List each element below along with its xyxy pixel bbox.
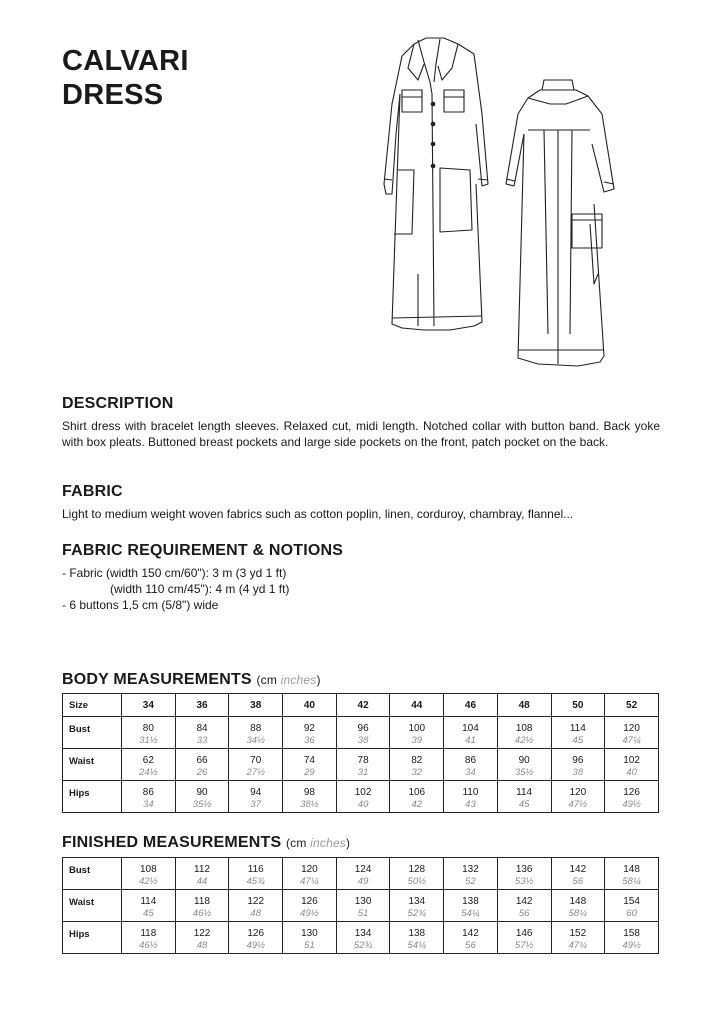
value-inches: 38 [357, 735, 369, 746]
measurement-cell [390, 749, 444, 781]
value-inches: 34 [465, 767, 476, 778]
value-inches: 45 [572, 735, 584, 746]
row-label: Waist [69, 897, 94, 908]
body-measurements-heading [62, 670, 321, 690]
value-cm: 88 [250, 723, 262, 734]
value-inches: 42½ [139, 876, 158, 887]
measurement-cell [497, 749, 551, 781]
value-inches: 42½ [514, 735, 534, 746]
measurement-cell [122, 890, 176, 922]
measurement-cell [551, 858, 605, 890]
value-cm: 158 [623, 928, 640, 939]
value-cm: 104 [462, 723, 479, 734]
measurement-cell [122, 749, 176, 781]
value-inches: 58¼ [622, 876, 641, 887]
value-cm: 86 [142, 787, 154, 798]
size-header-label: Size [63, 694, 122, 717]
body-measurements-table [62, 693, 659, 813]
value-cm: 118 [194, 896, 210, 907]
measurement-cell [283, 890, 337, 922]
value-inches: 46½ [139, 940, 158, 951]
measurement-cell [444, 858, 498, 890]
value-cm: 134 [408, 896, 426, 907]
pattern-title [62, 44, 189, 112]
value-cm: 108 [515, 723, 533, 734]
row-label: Bust [69, 724, 91, 735]
finished-measurements-heading [62, 833, 350, 853]
value-cm: 116 [247, 864, 264, 875]
measurement-cell [497, 922, 551, 954]
value-cm: 90 [518, 755, 530, 766]
value-cm: 120 [301, 864, 318, 875]
measurement-cell [444, 922, 498, 954]
value-cm: 134 [354, 928, 372, 939]
measurement-cell [122, 781, 176, 813]
value-cm: 142 [569, 864, 587, 875]
value-cm: 66 [196, 755, 208, 766]
measurement-cell [283, 781, 337, 813]
value-inches: 50½ [407, 876, 427, 887]
value-cm: 74 [303, 755, 315, 766]
table-row [63, 717, 659, 749]
value-cm: 102 [354, 787, 372, 798]
value-cm: 78 [357, 755, 369, 766]
value-cm: 108 [140, 864, 157, 875]
measurement-cell [390, 858, 444, 890]
value-inches: 45¾ [246, 876, 265, 887]
row-label-cell [63, 922, 122, 954]
size-cell: 36 [175, 694, 229, 717]
value-inches: 49 [357, 876, 369, 887]
measurement-cell [444, 749, 498, 781]
value-inches: 48 [250, 908, 261, 919]
value-inches: 47¼ [568, 940, 588, 951]
value-inches: 32 [411, 767, 423, 778]
size-cell: 46 [444, 694, 498, 717]
value-cm: 128 [408, 864, 426, 875]
measurement-cell [175, 781, 229, 813]
row-label: Bust [69, 865, 91, 876]
measurement-cell [122, 922, 176, 954]
measurement-cell [497, 890, 551, 922]
fabric-text: Light to medium weight woven fabrics such as cotton poplin, linen, corduroy, chambray, flannel... [62, 507, 574, 521]
value-cm: 118 [140, 928, 157, 939]
value-cm: 126 [301, 896, 318, 907]
value-cm: 90 [196, 787, 208, 798]
measurement-cell [175, 858, 229, 890]
finished-measurements-table [62, 857, 659, 954]
measurement-cell [605, 858, 659, 890]
value-inches: 56 [572, 876, 584, 887]
value-cm: 86 [464, 755, 477, 766]
value-inches: 52¾ [407, 908, 427, 919]
value-cm: 102 [623, 755, 640, 766]
requirement-fabric-150: - Fabric (width 150 cm/60"): 3 m (3 yd 1 ft) [62, 566, 287, 580]
measurement-cell [605, 717, 659, 749]
body-unit-close: ) [316, 673, 321, 687]
measurement-cell [605, 890, 659, 922]
measurement-cell [551, 890, 605, 922]
measurement-cell [390, 890, 444, 922]
value-inches: 31 [357, 767, 369, 778]
value-cm: 96 [572, 755, 584, 766]
description-heading: DESCRIPTION [62, 395, 174, 412]
value-cm: 120 [623, 723, 640, 734]
value-inches: 29 [304, 767, 315, 778]
value-inches: 58¼ [568, 908, 588, 919]
size-cell: 44 [390, 694, 444, 717]
value-inches: 60 [626, 908, 637, 919]
size-cell: 52 [605, 694, 659, 717]
measurement-cell [283, 922, 337, 954]
measurement-cell [122, 717, 176, 749]
value-cm: 142 [462, 928, 479, 939]
value-inches: 35½ [192, 799, 212, 810]
value-cm: 70 [250, 755, 262, 766]
measurement-cell [175, 922, 229, 954]
table-row [63, 781, 659, 813]
value-inches: 39 [411, 735, 423, 746]
measurement-cell [605, 749, 659, 781]
measurement-cell [283, 858, 337, 890]
requirements-heading: FABRIC REQUIREMENT & NOTIONS [62, 542, 344, 559]
body-unit-cm: (cm [256, 673, 278, 687]
finished-measurements-title: FINISHED MEASUREMENTS [62, 834, 282, 851]
row-label: Hips [69, 788, 90, 799]
measurement-cell [336, 922, 390, 954]
value-inches: 31½ [139, 735, 158, 746]
measurement-cell [605, 922, 659, 954]
value-inches: 34½ [246, 735, 265, 746]
value-cm: 130 [301, 928, 318, 939]
finished-unit-cm: (cm [285, 836, 307, 850]
size-cell: 34 [122, 694, 176, 717]
value-inches: 53½ [514, 876, 534, 887]
fabric-section [62, 482, 660, 522]
value-cm: 138 [462, 896, 479, 907]
table-row [63, 922, 659, 954]
finished-unit-inches: inches [310, 836, 347, 850]
measurement-cell [551, 781, 605, 813]
value-cm: 120 [569, 787, 587, 798]
measurement-cell [336, 749, 390, 781]
size-cell: 48 [497, 694, 551, 717]
requirement-buttons: - 6 buttons 1,5 cm (5/8") wide [62, 598, 219, 612]
value-inches: 49½ [622, 940, 641, 951]
value-inches: 36 [304, 735, 315, 746]
description-section [62, 394, 660, 450]
body-unit-label [256, 673, 320, 687]
value-cm: 132 [462, 864, 479, 875]
finished-unit-label [286, 836, 350, 850]
back-view-drawing [506, 80, 614, 366]
measurement-cell [229, 749, 283, 781]
measurement-cell [336, 717, 390, 749]
row-label-cell [63, 858, 122, 890]
measurement-cell [551, 717, 605, 749]
value-cm: 106 [408, 787, 426, 798]
table-row [63, 858, 659, 890]
value-inches: 41 [465, 735, 476, 746]
value-inches: 40 [626, 767, 637, 778]
finished-unit-close: ) [346, 836, 351, 850]
size-header-row [63, 694, 659, 717]
value-inches: 57½ [514, 940, 534, 951]
description-text: Shirt dress with bracelet length sleeves. Relaxed cut, midi length. Notched collar with button band. Back yoke with box pleats. Buttoned breast pockets and large side pockets on the front, patch pocket on the back. [62, 419, 660, 449]
value-cm: 84 [196, 723, 208, 734]
requirement-fabric-110: (width 110 cm/45"): 4 m (4 yd 1 ft) [110, 582, 290, 596]
measurement-cell [229, 890, 283, 922]
value-inches: 56 [518, 908, 530, 919]
title-line-2: DRESS [62, 79, 164, 111]
value-cm: 114 [516, 787, 533, 798]
size-cell: 50 [551, 694, 605, 717]
value-inches: 37 [250, 799, 261, 810]
measurement-cell [390, 922, 444, 954]
measurement-cell [551, 749, 605, 781]
row-label: Waist [69, 756, 94, 767]
value-cm: 152 [569, 928, 587, 939]
value-cm: 114 [569, 723, 586, 734]
value-inches: 38½ [300, 799, 319, 810]
measurement-cell [497, 781, 551, 813]
measurement-cell [229, 858, 283, 890]
value-inches: 45 [518, 799, 530, 810]
requirements-section [62, 541, 660, 613]
measurement-cell [551, 922, 605, 954]
value-inches: 46½ [192, 908, 212, 919]
value-inches: 51 [357, 908, 369, 919]
measurement-cell [336, 890, 390, 922]
measurement-cell [336, 858, 390, 890]
row-label-cell [63, 781, 122, 813]
measurement-cell [122, 858, 176, 890]
value-cm: 126 [247, 928, 265, 939]
measurement-cell [497, 858, 551, 890]
value-cm: 114 [140, 896, 157, 907]
value-cm: 110 [462, 787, 479, 798]
value-inches: 52¾ [353, 940, 373, 951]
value-inches: 47½ [568, 799, 588, 810]
measurement-cell [497, 717, 551, 749]
value-cm: 126 [623, 787, 640, 798]
size-cell: 42 [336, 694, 390, 717]
value-cm: 130 [354, 896, 372, 907]
value-cm: 136 [515, 864, 533, 875]
value-inches: 47¼ [300, 876, 319, 887]
measurement-cell [390, 717, 444, 749]
value-cm: 96 [357, 723, 369, 734]
measurement-cell [444, 717, 498, 749]
body-measurements-title: BODY MEASUREMENTS [62, 671, 252, 688]
value-inches: 34 [143, 799, 154, 810]
measurement-cell [605, 781, 659, 813]
dress-technical-drawing [378, 34, 636, 370]
measurement-cell [444, 781, 498, 813]
table-row [63, 749, 659, 781]
measurement-cell [283, 749, 337, 781]
value-cm: 94 [250, 787, 262, 798]
value-inches: 45 [143, 908, 154, 919]
table-row [63, 890, 659, 922]
value-cm: 148 [569, 896, 587, 907]
value-cm: 62 [142, 755, 154, 766]
value-cm: 82 [411, 755, 423, 766]
value-inches: 47¼ [622, 735, 641, 746]
value-cm: 92 [303, 723, 315, 734]
requirements-list [62, 565, 660, 613]
value-inches: 42 [411, 799, 423, 810]
value-inches: 33 [196, 735, 208, 746]
value-cm: 98 [303, 787, 315, 798]
measurement-cell [336, 781, 390, 813]
value-cm: 142 [515, 896, 533, 907]
value-cm: 100 [408, 723, 426, 734]
front-view-drawing [384, 38, 488, 330]
value-inches: 49½ [622, 799, 641, 810]
value-inches: 56 [465, 940, 476, 951]
title-line-1: CALVARI [62, 45, 189, 77]
measurement-cell [175, 749, 229, 781]
value-inches: 54¼ [461, 908, 480, 919]
value-cm: 80 [142, 723, 154, 734]
measurement-cell [229, 717, 283, 749]
value-inches: 26 [196, 767, 208, 778]
measurement-cell [283, 717, 337, 749]
value-inches: 43 [465, 799, 476, 810]
value-cm: 148 [623, 864, 640, 875]
row-label: Hips [69, 929, 90, 940]
measurement-cell [175, 717, 229, 749]
size-cell: 40 [283, 694, 337, 717]
value-inches: 44 [196, 876, 208, 887]
value-inches: 51 [304, 940, 315, 951]
measurement-cell [175, 890, 229, 922]
value-inches: 48 [196, 940, 208, 951]
measurement-cell [229, 781, 283, 813]
fabric-heading: FABRIC [62, 483, 123, 500]
value-cm: 122 [247, 896, 265, 907]
row-label-cell [63, 717, 122, 749]
value-inches: 49½ [246, 940, 265, 951]
measurement-cell [444, 890, 498, 922]
value-inches: 52 [465, 876, 476, 887]
row-label-cell [63, 890, 122, 922]
value-inches: 49½ [300, 908, 319, 919]
value-inches: 40 [357, 799, 369, 810]
value-cm: 124 [354, 864, 372, 875]
value-cm: 112 [194, 864, 210, 875]
value-cm: 146 [515, 928, 533, 939]
value-cm: 138 [408, 928, 426, 939]
measurement-cell [229, 922, 283, 954]
value-inches: 54¼ [407, 940, 427, 951]
row-label-cell [63, 749, 122, 781]
size-cell: 38 [229, 694, 283, 717]
body-unit-inches: inches [280, 673, 317, 687]
value-cm: 122 [193, 928, 211, 939]
value-inches: 24½ [139, 767, 158, 778]
value-inches: 38 [572, 767, 584, 778]
value-cm: 154 [623, 896, 640, 907]
value-inches: 27½ [246, 767, 265, 778]
measurement-cell [390, 781, 444, 813]
value-inches: 35½ [514, 767, 534, 778]
